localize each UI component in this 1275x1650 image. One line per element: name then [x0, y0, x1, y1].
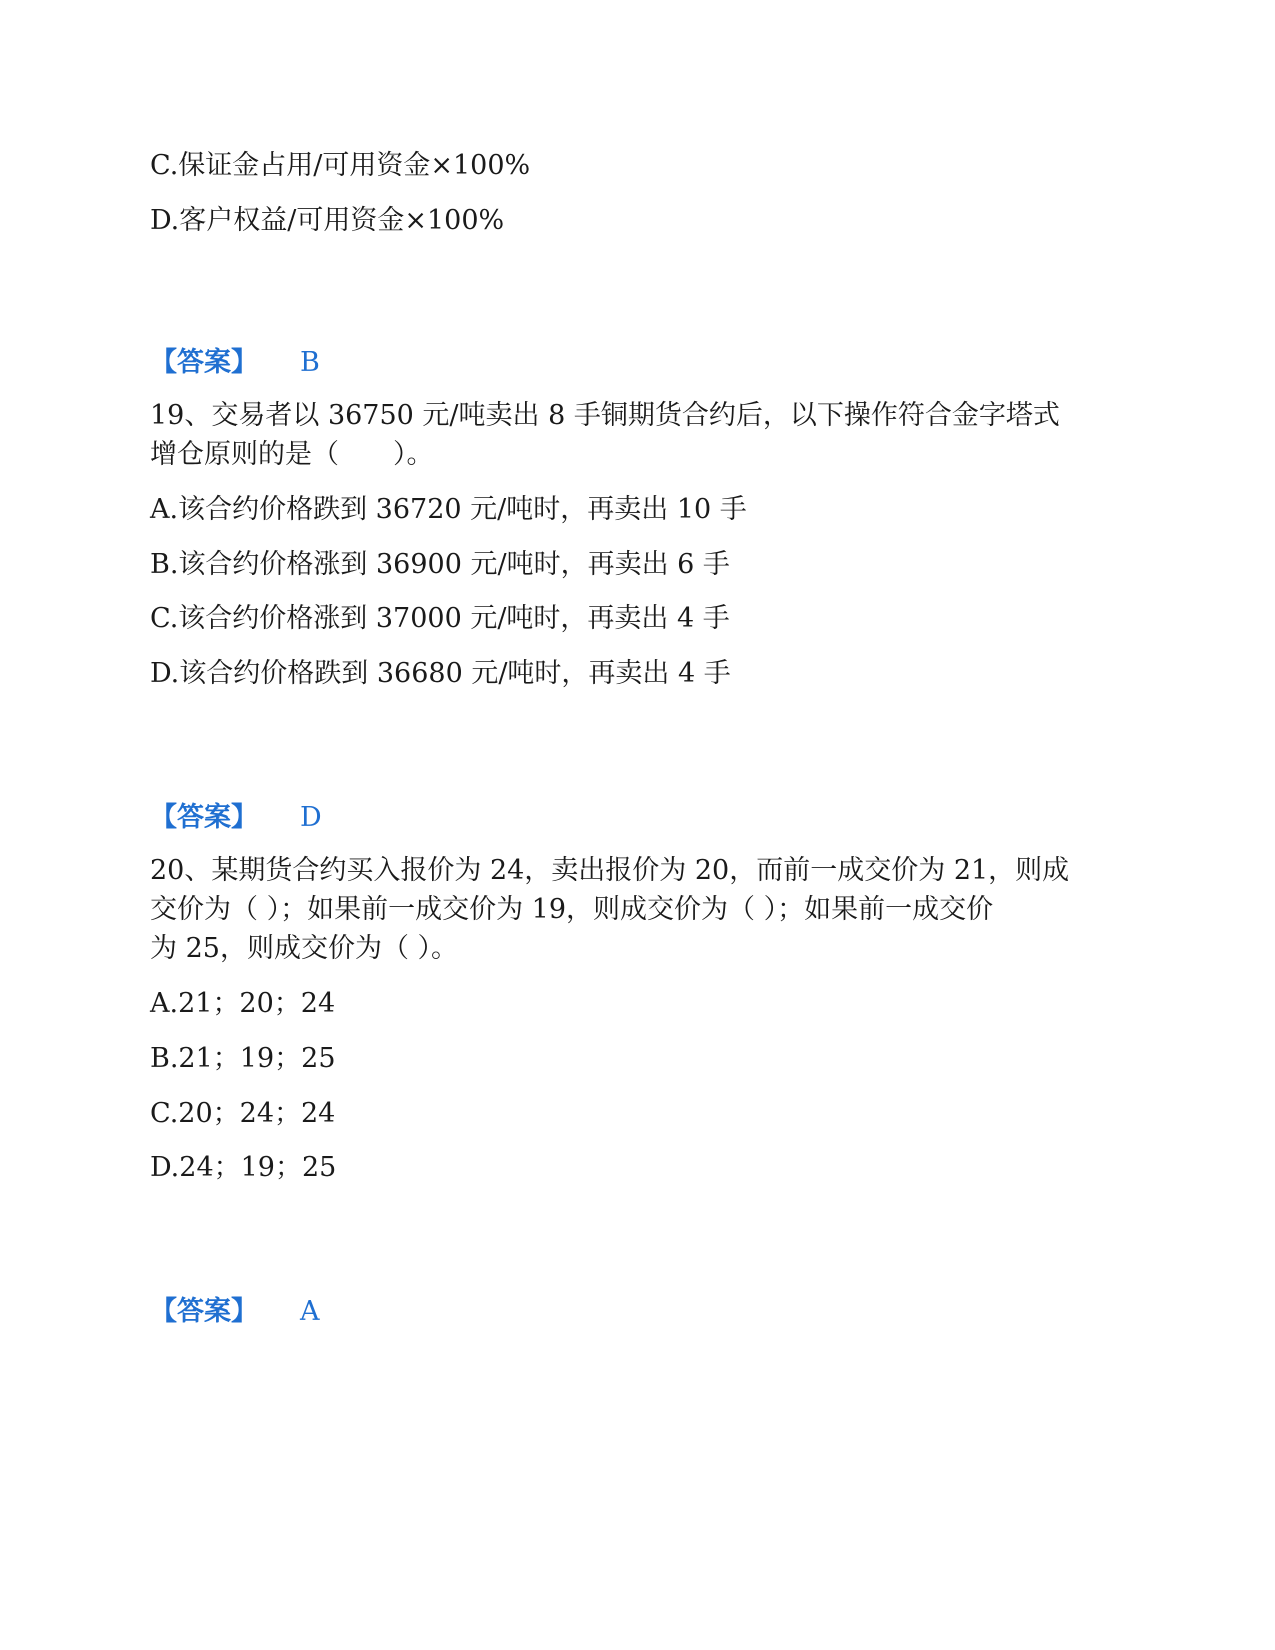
q20-option-d: D.24；19；25 — [150, 1152, 337, 1183]
q19-option-b: B.该合约价格涨到 36900 元/吨时，再卖出 6 手 — [150, 549, 730, 580]
q20-stem-line-1: 20、某期货合约买入报价为 24，卖出报价为 20，而前一成交价为 21，则成 — [150, 855, 1070, 886]
answer-value: A — [300, 1296, 320, 1327]
answer-label: 【答案】 — [150, 347, 258, 378]
answer-value: B — [300, 347, 320, 378]
q18-option-d: D.客户权益/可用资金×100% — [150, 205, 505, 236]
q19-option-d: D.该合约价格跌到 36680 元/吨时，再卖出 4 手 — [150, 658, 731, 689]
answer-label: 【答案】 — [150, 1296, 258, 1327]
q19-option-c: C.该合约价格涨到 37000 元/吨时，再卖出 4 手 — [150, 603, 730, 634]
q20-option-c: C.20；24；24 — [150, 1098, 336, 1129]
q20-stem-line-2: 交价为（ ）；如果前一成交价为 19，则成交价为（ ）；如果前一成交价 — [150, 894, 994, 925]
q19-stem-line-2: 增仓原则的是（ ）。 — [150, 439, 434, 470]
q19-stem-line-1: 19、交易者以 36750 元/吨卖出 8 手铜期货合约后，以下操作符合金字塔式 — [150, 400, 1060, 431]
answer-19 — [150, 800, 322, 836]
q20-stem-line-3: 为 25，则成交价为（ ）。 — [150, 933, 459, 964]
q20-option-a: A.21；20；24 — [150, 988, 336, 1019]
q19-option-a: A.该合约价格跌到 36720 元/吨时，再卖出 10 手 — [150, 494, 747, 525]
answer-label: 【答案】 — [150, 802, 258, 833]
answer-18 — [150, 345, 320, 381]
q20-option-b: B.21；19；25 — [150, 1043, 336, 1074]
answer-20 — [150, 1294, 320, 1330]
answer-value: D — [300, 802, 322, 833]
q18-option-c: C.保证金占用/可用资金×100% — [150, 150, 531, 181]
